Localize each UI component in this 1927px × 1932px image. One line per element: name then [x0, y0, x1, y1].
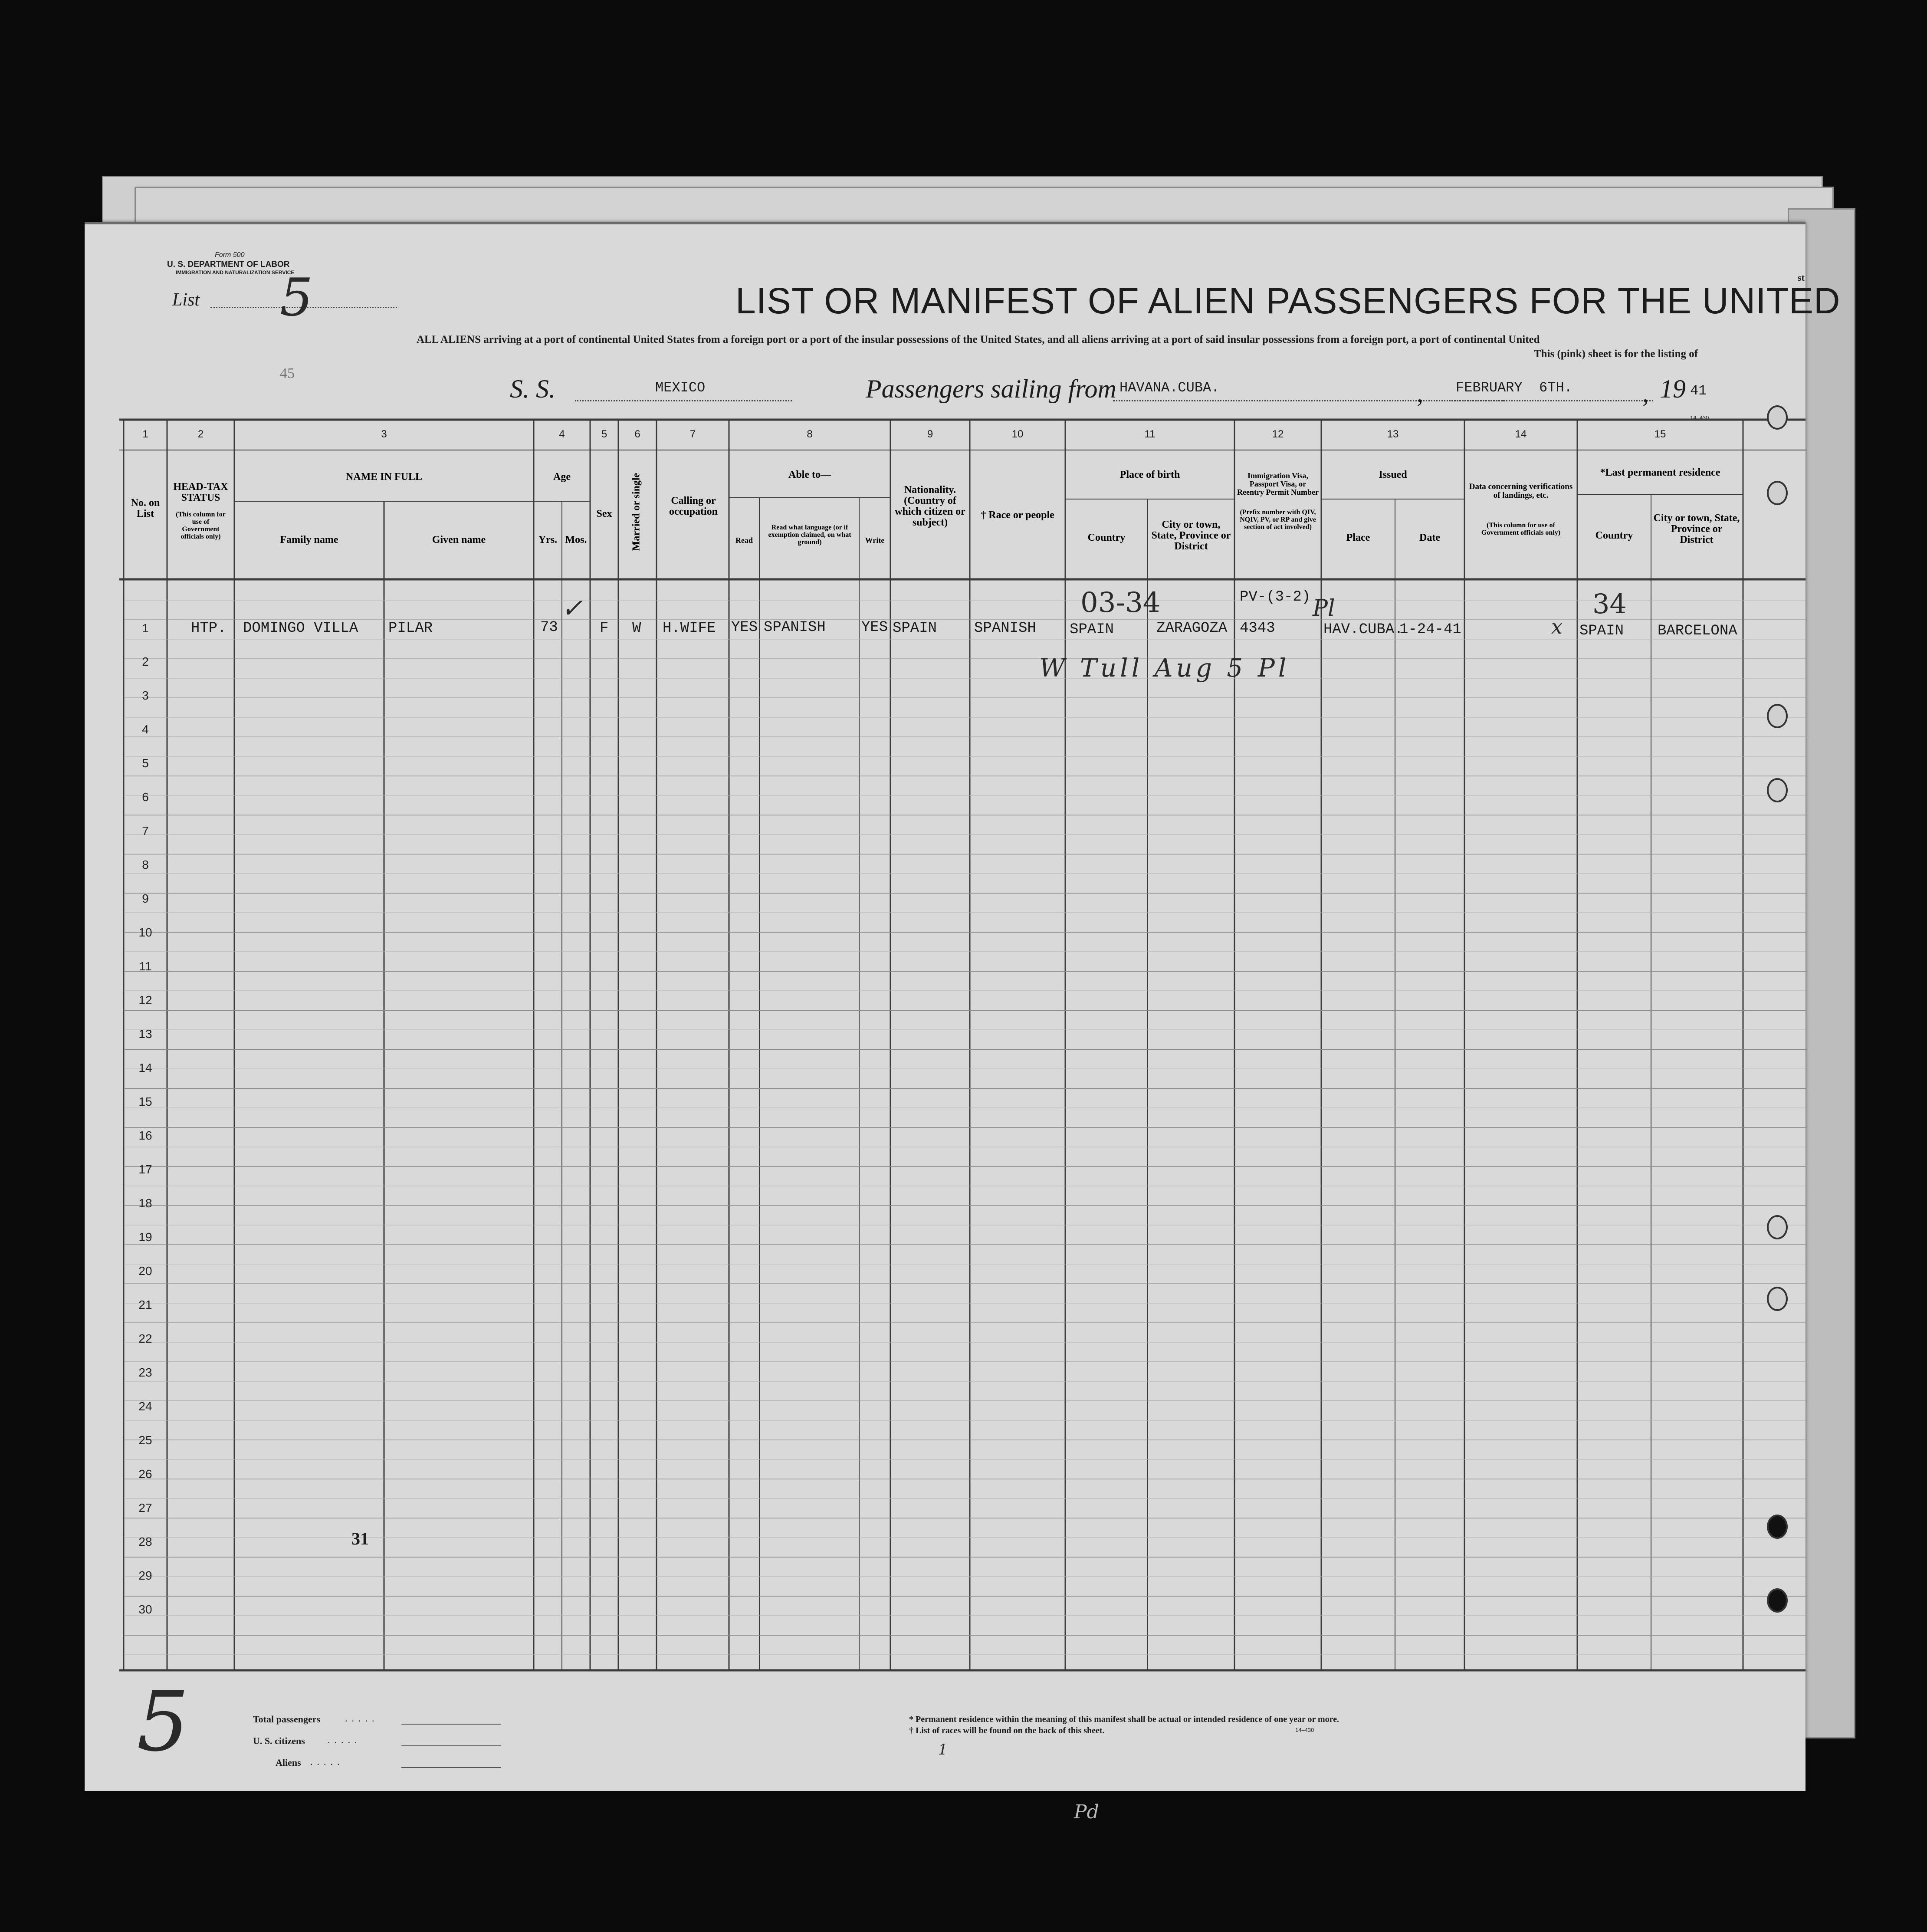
col-number-5: 5: [601, 428, 607, 440]
header-data-note: (This column for use of Government officials only): [1481, 522, 1561, 536]
header-visa: Immigration Visa, Passport Visa, or Reentry Permit Number: [1237, 471, 1319, 496]
passenger-nationality: SPAIN: [893, 620, 937, 637]
row-number: 12: [138, 993, 152, 1007]
row-number: 30: [138, 1603, 152, 1616]
col-number-9: 9: [927, 428, 933, 440]
ss-label: S. S.: [510, 375, 555, 403]
header-mos: Mos.: [565, 534, 587, 545]
col-number-15: 15: [1654, 428, 1666, 440]
header-age: Age: [553, 471, 571, 483]
row-number: 26: [138, 1467, 152, 1481]
col-number-11: 11: [1144, 428, 1156, 440]
row-number: 10: [138, 926, 152, 939]
col-number-12: 12: [1272, 428, 1284, 440]
residence-handwritten: 34: [1592, 588, 1627, 620]
footer-note-2: † List of races will be found on the back of this sheet.: [909, 1726, 1105, 1735]
header-given-name: Given name: [432, 534, 486, 545]
header-res-country: Country: [1595, 530, 1633, 541]
row28-stamp: 31: [351, 1529, 369, 1548]
footer-us-dots: .....: [328, 1735, 361, 1745]
col-number-13: 13: [1387, 428, 1399, 440]
col-number-14: 14: [1515, 428, 1527, 440]
passenger-read: YES: [731, 619, 758, 636]
manifest-title: LIST OR MANIFEST OF ALIEN PASSENGERS FOR THE UNITED: [735, 280, 1841, 321]
manifest-grid: [85, 224, 1806, 1791]
passenger-occupation: H.WIFE: [663, 620, 716, 637]
verification-mark: x: [1551, 615, 1563, 638]
row-number: 14: [138, 1061, 152, 1074]
header-res-city: City or town, State, Province or District: [1653, 513, 1740, 545]
header-place-of-birth: Place of birth: [1119, 469, 1180, 480]
year-suffix: 41: [1690, 383, 1707, 399]
birth-handwritten: 03-34: [1080, 587, 1161, 619]
header-race: † Race or people: [981, 509, 1054, 521]
department-label: U. S. DEPARTMENT OF LABOR: [167, 260, 290, 269]
col-number-7: 7: [689, 428, 696, 440]
header-write: Write: [865, 536, 885, 545]
row-number: 24: [138, 1400, 152, 1413]
row-number: 13: [138, 1027, 152, 1041]
comma-2: ,: [1642, 379, 1649, 407]
col-number-2: 2: [197, 428, 204, 440]
right-edge-text-1: st: [1798, 272, 1805, 283]
row-number: 19: [138, 1230, 152, 1244]
sailing-label: Passengers sailing from: [866, 375, 1116, 403]
form-code-top: 14–430: [1690, 414, 1709, 421]
punch-hole: [1767, 704, 1788, 728]
footer-aliens: Aliens: [276, 1757, 301, 1768]
punch-hole: [1767, 1215, 1788, 1239]
header-nationality: Nationality. (Country of which citizen or subject): [895, 484, 965, 528]
footer-code: 14–430: [1295, 1727, 1314, 1733]
row-number: 5: [142, 756, 149, 770]
footer-aliens-line: [401, 1767, 501, 1768]
header-name-in-full: NAME IN FULL: [345, 471, 422, 483]
row-number: 4: [142, 723, 149, 736]
passenger-family-name: DOMINGO VILLA: [243, 620, 358, 637]
margin-handwritten: 5: [137, 1674, 189, 1770]
passenger-res-country: SPAIN: [1579, 623, 1624, 639]
punch-hole: [1767, 1287, 1788, 1311]
header-issued-date: Date: [1419, 532, 1440, 543]
passenger-issued-place: HAV.CUBA.: [1323, 621, 1403, 638]
check-mark: ✓: [561, 593, 583, 624]
header-family-name: Family name: [280, 534, 338, 545]
passenger-age-yrs: 73: [540, 619, 558, 636]
passenger-issued-date: 1-24-41: [1399, 621, 1461, 638]
col-number-8: 8: [807, 428, 813, 440]
header-no-on-list: No. on List: [131, 497, 160, 519]
punch-hole: [1767, 1515, 1788, 1539]
manifest-subtitle-2: This (pink) sheet is for the listing of: [1534, 348, 1698, 360]
footer-total-dots: .....: [345, 1713, 379, 1724]
sailing-date: FEBRUARY 6TH.: [1456, 380, 1572, 396]
col-number-6: 6: [634, 428, 640, 440]
col-number-1: 1: [142, 428, 148, 440]
row-number: 25: [138, 1433, 152, 1447]
footer-total-passengers: Total passengers: [253, 1714, 321, 1725]
row-number: 29: [138, 1569, 152, 1582]
header-sex: Sex: [596, 508, 612, 519]
punch-hole: [1767, 481, 1788, 505]
port-name: HAVANA.CUBA.: [1119, 380, 1220, 396]
row-number: 28: [138, 1535, 152, 1548]
passenger-given-name: PILAR: [388, 620, 433, 637]
passenger-write: YES: [861, 619, 888, 636]
passenger-sex: F: [600, 620, 609, 637]
footer-total-line: [401, 1724, 501, 1725]
header-visa-note: (Prefix number with QIV, NQIV, PV, or RP and give section of act involved): [1240, 509, 1316, 531]
year-prefix: 19: [1660, 375, 1686, 403]
form-number: Form 500: [215, 251, 245, 259]
header-calling: Calling or occupation: [669, 495, 718, 517]
header-issued-place: Place: [1346, 532, 1370, 543]
col-number-3: 3: [381, 428, 387, 440]
row-number: 17: [138, 1163, 152, 1176]
passenger-birth-city: ZARAGOZA: [1156, 620, 1228, 637]
footer-us-citizens: U. S. citizens: [253, 1735, 305, 1746]
footer-aliens-dots: .....: [310, 1756, 344, 1767]
header-head-tax: HEAD-TAX STATUS: [173, 481, 228, 503]
passenger-birth-country: SPAIN: [1070, 621, 1114, 638]
row-number: 23: [138, 1366, 152, 1379]
footer-us-line: [401, 1745, 501, 1746]
row-number: 16: [138, 1129, 152, 1142]
header-head-tax-note: (This column for use of Government officials only): [176, 511, 226, 540]
row-number: 1: [142, 621, 149, 635]
row-number: 2: [142, 655, 149, 668]
list-number: 5: [280, 268, 313, 328]
visa-handwritten: Pl: [1313, 595, 1335, 621]
stamp-number: 45: [280, 365, 295, 381]
punch-hole: [1767, 405, 1788, 430]
header-birth-country: Country: [1087, 532, 1126, 543]
row-number: 27: [138, 1501, 152, 1515]
header-data-concerning: Data concerning verifications of landings, etc.: [1469, 482, 1573, 500]
row-number: 6: [142, 790, 149, 804]
bottom-handwritten-2: Pd: [1074, 1801, 1099, 1823]
header-married: Married or single: [630, 473, 642, 551]
row-number: 20: [138, 1264, 152, 1278]
manifest-sheet: [85, 222, 1841, 1791]
passenger-head-tax: HTP.: [191, 620, 227, 637]
manifest-subtitle-1: ALL ALIENS arriving at a port of continental United States from a foreign port or a port of the insular possessions of the United States, and all aliens arriving at a port of said insular possessions from a foreign port, a port of continental United: [417, 334, 1540, 345]
passenger-language: SPANISH: [764, 619, 826, 636]
header-last-residence: *Last permanent residence: [1600, 467, 1720, 478]
row-number: 18: [138, 1196, 152, 1210]
header-issued: Issued: [1379, 469, 1407, 480]
row-number: 15: [138, 1095, 152, 1108]
header-yrs: Yrs.: [538, 534, 558, 545]
passenger-visa-line1: PV-(3-2): [1240, 589, 1311, 605]
row-number: 22: [138, 1332, 152, 1345]
footer-note-1: * Permanent residence within the meaning of this manifest shall be actual or intended residence of one year or more.: [909, 1715, 1339, 1724]
ship-name: MEXICO: [655, 380, 706, 396]
row-number: 21: [138, 1298, 152, 1311]
row-number: 8: [142, 858, 149, 871]
col-number-10: 10: [1011, 428, 1024, 440]
row-number: 11: [139, 959, 152, 973]
passenger-res-city: BARCELONA: [1658, 623, 1737, 639]
passenger-race: SPANISH: [974, 620, 1036, 637]
bottom-handwritten-1: 1: [938, 1741, 948, 1758]
service-label: IMMIGRATION AND NATURALIZATION SERVICE: [176, 269, 295, 276]
row-number: 3: [142, 689, 149, 702]
row-number: 9: [142, 892, 149, 905]
passenger-married: W: [632, 620, 641, 637]
header-able-to: Able to—: [788, 469, 831, 480]
header-read: Read: [735, 536, 753, 545]
header-read-what: Read what language (or if exemption claimed, on what ground): [768, 524, 851, 546]
comma-1: ,: [1417, 379, 1423, 407]
punch-hole: [1767, 1588, 1788, 1613]
passenger-visa-line2: 4343: [1240, 620, 1275, 637]
punch-hole: [1767, 778, 1788, 802]
list-label: List: [172, 290, 200, 310]
row2-handwritten: W Tull Aug 5 Pl: [1039, 653, 1290, 683]
header-birth-city: City or town, State, Province or District: [1151, 519, 1231, 552]
row-number: 7: [142, 824, 149, 838]
col-number-4: 4: [559, 428, 565, 440]
